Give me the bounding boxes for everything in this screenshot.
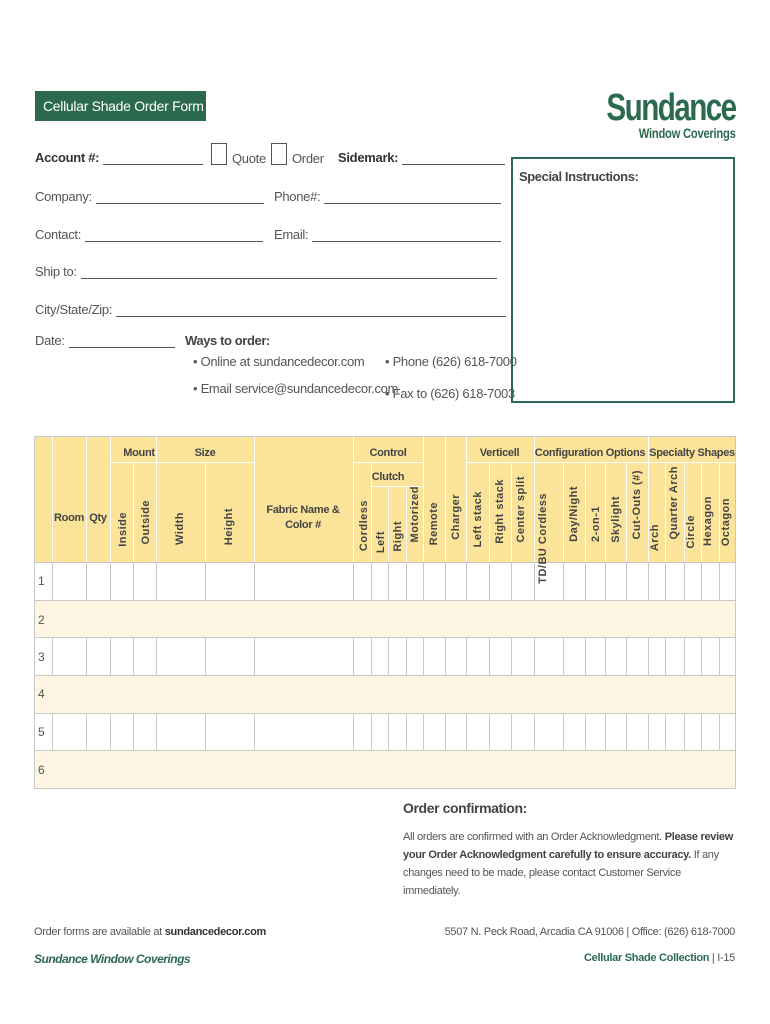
header-rule — [466, 462, 534, 463]
col-room: Room — [54, 512, 84, 524]
confirmation-text-2: If any changes need to be made, please contact Customer Service immediately. — [403, 849, 719, 897]
col-remote: Remote — [428, 502, 440, 546]
order-table — [34, 436, 736, 788]
confirmation-text-1: All orders are confirmed with an Order Acknowledgment. — [403, 831, 665, 843]
way-email: • Email service@sundancedecor.com — [193, 381, 399, 396]
header-divider — [133, 462, 134, 562]
sundance-logo — [570, 87, 736, 141]
footer-address: 5507 N. Peck Road, Arcadia CA 91006 | Office: (626) 618-7000 — [444, 926, 735, 938]
col-tdbu: TD/BU Cordless — [537, 493, 549, 584]
contact-line[interactable] — [85, 230, 263, 242]
col-qty: Qty — [89, 512, 107, 524]
ship-to-line[interactable] — [81, 267, 497, 279]
row-number: 5 — [38, 725, 45, 739]
col-right-stack: Right stack — [494, 479, 506, 544]
header-divider — [205, 462, 206, 562]
col-motorized: Motorized — [409, 486, 421, 543]
group-mount: Mount — [123, 447, 155, 459]
footer-brand: Sundance Window Coverings — [34, 952, 191, 966]
company-label: Company: — [35, 189, 92, 204]
footer-forms-prefix: Order forms are available at — [34, 926, 165, 938]
row-divider — [34, 713, 736, 714]
footer-forms-note — [34, 926, 266, 938]
city-label: City/State/Zip: — [35, 302, 113, 317]
header-divider — [489, 462, 490, 562]
header-rule — [110, 462, 156, 463]
header-rule — [534, 462, 648, 463]
email-field[interactable] — [274, 227, 501, 242]
group-control: Control — [369, 447, 407, 459]
header-divider — [511, 462, 512, 562]
ship-to-field[interactable] — [35, 264, 497, 279]
confirmation-text — [403, 828, 738, 900]
email-line[interactable] — [312, 230, 501, 242]
header-divider — [605, 462, 606, 562]
table-row-fill — [35, 600, 735, 638]
table-row-fill — [35, 675, 735, 713]
col-day-night: Day/Night — [568, 486, 580, 542]
header-rule — [648, 462, 736, 463]
footer-collection — [584, 952, 735, 964]
header-divider — [254, 436, 255, 562]
account-field[interactable] — [35, 150, 203, 165]
row-number: 2 — [38, 613, 45, 627]
quote-checkbox[interactable] — [211, 143, 227, 165]
header-divider — [388, 486, 389, 562]
col-left-stack: Left stack — [472, 491, 484, 548]
form-title: Cellular Shade Order Form — [35, 91, 206, 121]
special-instructions-label: Special Instructions: — [519, 169, 639, 184]
date-line[interactable] — [69, 336, 175, 348]
col-center-split: Center split — [515, 476, 527, 543]
col-hexagon: Hexagon — [702, 496, 714, 546]
phone-line[interactable] — [324, 192, 501, 204]
col-fabric: Fabric Name & Color # — [266, 504, 340, 531]
row-number: 6 — [38, 763, 45, 777]
footer-collection-name: Cellular Shade Collection — [584, 952, 710, 964]
company-field[interactable] — [35, 189, 264, 204]
row-number: 3 — [38, 650, 45, 664]
header-divider — [665, 462, 666, 562]
order-checkbox[interactable] — [271, 143, 287, 165]
footer-website-link[interactable]: sundancedecor.com — [164, 926, 266, 938]
email-label: Email: — [274, 227, 309, 242]
header-divider — [626, 462, 627, 562]
special-instructions-box[interactable] — [511, 157, 735, 403]
header-divider — [445, 436, 446, 562]
col-inside: Inside — [117, 512, 129, 547]
group-size: Size — [194, 447, 216, 459]
way-online: • Online at sundancedecor.com — [193, 354, 365, 369]
order-label: Order — [292, 151, 324, 166]
group-config: Configuration Options — [534, 447, 646, 459]
col-height: Height — [223, 508, 235, 546]
row-divider — [34, 750, 736, 751]
group-clutch: Clutch — [371, 471, 405, 483]
table-row-fill — [35, 750, 735, 788]
col-skylight: Skylight — [610, 496, 622, 543]
col-cordless: Cordless — [358, 500, 370, 552]
contact-label: Contact: — [35, 227, 82, 242]
row-divider — [34, 562, 736, 563]
col-left: Left — [375, 531, 387, 554]
sidemark-label: Sidemark: — [338, 150, 399, 165]
group-verticell: Verticell — [479, 447, 520, 459]
row-divider — [34, 637, 736, 638]
account-label: Account #: — [35, 150, 100, 165]
quote-label: Quote — [232, 151, 266, 166]
col-charger: Charger — [450, 494, 462, 540]
header-divider — [86, 436, 87, 562]
row-number: 1 — [38, 574, 45, 588]
logo-name: Sundance — [606, 87, 736, 129]
header-divider — [423, 436, 424, 562]
contact-field[interactable] — [35, 227, 263, 242]
header-divider — [585, 462, 586, 562]
logo-tagline: Window Coverings — [639, 125, 736, 141]
header-divider — [52, 436, 53, 562]
header-rule — [353, 462, 423, 463]
phone-label: Phone#: — [274, 189, 321, 204]
ways-to-order-title: Ways to order: — [185, 333, 270, 348]
col-cutouts: Cut-Outs (#) — [631, 470, 643, 540]
col-arch: Arch — [649, 524, 661, 552]
confirmation-text-bold: Please review your Order Acknowledgment carefully to ensure accuracy. — [403, 831, 733, 861]
row-divider — [34, 675, 736, 676]
header-divider — [406, 486, 407, 562]
way-fax: • Fax to (626) 618-7003 — [385, 386, 515, 401]
phone-field[interactable] — [274, 189, 501, 204]
header-rule — [156, 462, 254, 463]
col-octagon: Octagon — [720, 498, 732, 547]
group-specialty: Specialty Shapes — [649, 447, 735, 459]
ship-to-label: Ship to: — [35, 264, 77, 279]
col-width: Width — [174, 512, 186, 545]
way-phone: • Phone (626) 618-7000 — [385, 354, 517, 369]
row-number: 4 — [38, 687, 45, 701]
col-circle: Circle — [685, 515, 697, 549]
company-line[interactable] — [96, 192, 264, 204]
row-divider — [34, 600, 736, 601]
city-line[interactable] — [116, 305, 506, 317]
date-label: Date: — [35, 333, 65, 348]
date-field[interactable] — [35, 333, 175, 348]
col-2on1: 2-on-1 — [590, 506, 602, 542]
col-outside: Outside — [140, 500, 152, 545]
sidemark-line[interactable] — [402, 153, 505, 165]
col-quarter-arch: Quarter Arch — [668, 466, 680, 540]
account-line[interactable] — [103, 153, 203, 165]
confirmation-title: Order confirmation: — [403, 800, 527, 816]
row-divider — [34, 788, 736, 789]
col-right: Right — [392, 521, 404, 552]
footer-page-number: | I-15 — [709, 952, 735, 964]
city-field[interactable] — [35, 302, 506, 317]
sidemark-field[interactable] — [338, 150, 505, 165]
